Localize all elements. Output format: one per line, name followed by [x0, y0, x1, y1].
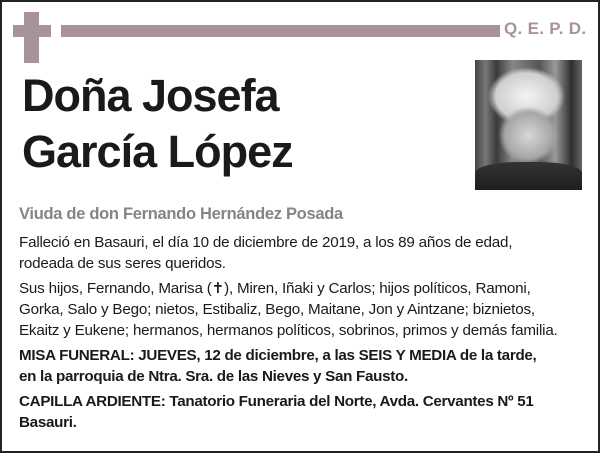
name-line-1: Doña Josefa — [22, 70, 279, 121]
widow-of-subtitle: Viuda de don Fernando Hernández Posada — [19, 205, 343, 223]
portrait-photo — [475, 60, 582, 190]
cross-icon-bar — [13, 25, 51, 37]
text-line: Ekaitz y Eukene; hermanos, hermanos políticos, sobrinos, primos y demás familia. — [19, 322, 558, 339]
text-line: Falleció en Basauri, el día 10 de diciembre de 2019, a los 89 años de edad, — [19, 234, 513, 251]
text-line: en la parroquia de Ntra. Sra. de las Nieves y San Fausto. — [19, 368, 408, 385]
text-line: Gorka, Salo y Bego; nietos, Estibaliz, Bego, Maitane, Jon y Aintzane; biznietos, — [19, 301, 535, 318]
header-rule — [61, 25, 500, 37]
chapel-info — [19, 391, 591, 433]
text-line: MISA FUNERAL: JUEVES, 12 de diciembre, a las SEIS Y MEDIA de la tarde, — [19, 347, 537, 364]
text-line: rodeada de sus seres queridos. — [19, 255, 226, 272]
cross-icon — [24, 12, 39, 63]
photo-shoulders — [475, 162, 582, 190]
qepd-label: Q. E. P. D. — [504, 19, 587, 38]
text-line: Basauri. — [19, 414, 77, 431]
name-line-2: García López — [22, 126, 293, 177]
deceased-name — [22, 68, 293, 180]
text-line: CAPILLA ARDIENTE: Tanatorio Funeraria del Norte, Avda. Cervantes Nº 51 — [19, 393, 534, 410]
text-line: Sus hijos, Fernando, Marisa (✝), Miren, Iñaki y Carlos; hijos políticos, Ramoni, — [19, 280, 531, 297]
death-notice — [19, 232, 591, 274]
family-list — [19, 278, 591, 341]
funeral-mass-info — [19, 345, 591, 387]
